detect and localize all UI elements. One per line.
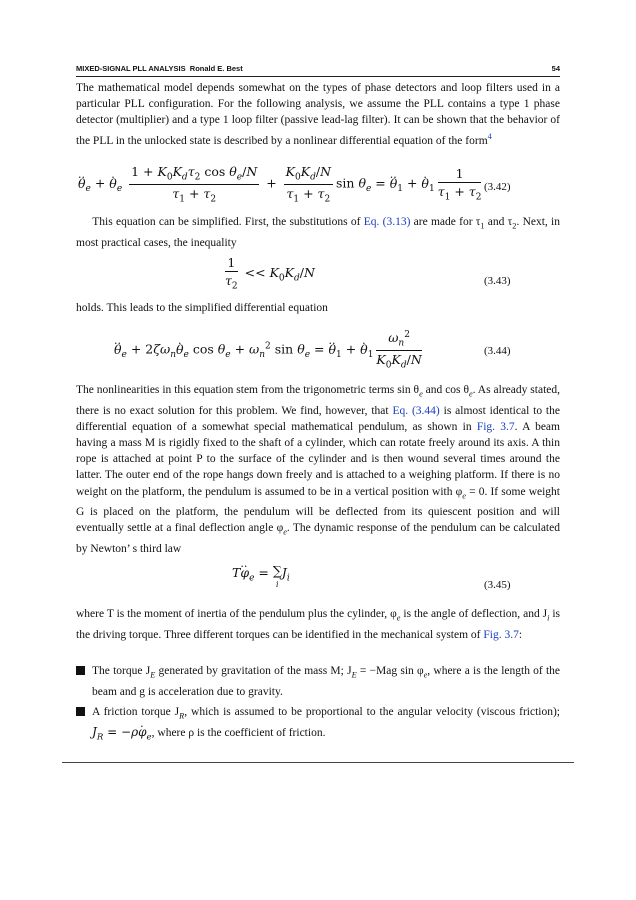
list-item: The torque $J_E$ generated by gravitation of the mass M; $J_E = -Mag$ $\sin \varphi_e$, where a is the length of the beam and g is acceleration due to gravity. bbox=[76, 663, 560, 700]
list-item: A friction torque $J_R$, which is assumed to be proportional to the angular velocity (viscous friction); $J_R = -\rho\varphi$ $._e$, where ρ is the coefficient of friction. bbox=[76, 704, 560, 746]
paragraph-pendulum-text-d: is almost identical to the differential equation of a somewhat special mathematical pendulum, as shown in bbox=[76, 404, 560, 433]
equation-number-3-42: (3.42) bbox=[484, 181, 511, 193]
equation-number-3-43: (3.43) bbox=[484, 275, 511, 287]
header-title-author bbox=[76, 64, 243, 73]
paragraph-pendulum-text-b: and cos θ bbox=[422, 384, 469, 396]
bullet-square-icon bbox=[76, 666, 85, 675]
paragraph-torques-text-d: : bbox=[518, 628, 523, 641]
bullet-2-text-b: , which is assumed to be proportional to the angular velocity (viscous friction); bbox=[184, 705, 560, 718]
equation-friction-torque: $J_R = -\rho\varphi$ $._e$ bbox=[92, 725, 152, 739]
equation-3-42: θ $.._e + \theta$ $._e$ $\frac{1 + K_0K_d\tau_2 \cos \theta_e/N}{\tau_1 + \tau_2}$ + $\frac{K_0K_d/N}{\tau_1 + \tau_2}$ $\sin \theta_e = \theta$ $.._1 + \theta$ $._1$ $\frac{1}{\tau_1 + \tau_2}$ bbox=[78, 164, 484, 204]
header-title: MIXED-SIGNAL PLL ANALYSIS bbox=[76, 64, 186, 73]
paragraph-pendulum-text-c: . As already stated, there is no exact solution for this problem. We find, however, that bbox=[76, 384, 560, 417]
link-eq-3-44[interactable]: Eq. (3.44) bbox=[392, 404, 440, 417]
torque-list bbox=[76, 663, 560, 750]
paragraph-torques: where T is the moment of inertia of the pendulum plus the cylinder, $\varphi_e$ is the angle of deflection, and $J_i$ is the driving torque. Three different torques can be identified in the mechanical system of Fig. 3.7: bbox=[76, 608, 561, 641]
paragraph-pendulum-text-f: = 0. If some weight G is placed on the platform, the pendulum will be deflected from its quiescent position and will eventually settle at a final deflection angle φ bbox=[76, 485, 560, 535]
paragraph-intro-text: The mathematical model depends somewhat on the types of phase detectors and loop filters used in a particular PLL configuration. For the following analysis, we assume the PLL contains a type 1 phase detector (multiplier) and a type 1 loop filter (passive lead-lag filter). It can be shown that the behavior of the PLL in the unlocked state is described by a nonlinear differential equation of the form bbox=[76, 82, 560, 147]
bullet-1-text-d: , where a is the length of the beam and g is acceleration due to gravity. bbox=[92, 665, 561, 698]
paragraph-simplify-text-a: This equation can be simplified. First, the substitutions of bbox=[92, 216, 364, 228]
link-eq-3-13[interactable]: Eq. (3.13) bbox=[363, 216, 411, 228]
equation-number-3-45: (3.45) bbox=[484, 579, 511, 591]
paragraph-holds bbox=[76, 300, 560, 316]
paragraph-pendulum-text-a: The nonlinearities in this equation stem from the trigonometric terms sin θ bbox=[76, 384, 420, 396]
bullet-1-text-c: = −Mag sin φ bbox=[356, 665, 424, 677]
paragraph-pendulum: The nonlinearities in this equation stem from the trigonometric terms $\sin \theta_e$ and $\cos \theta_e$. As already stated, there is no exact solution for this problem. We find, however, that Eq. (3.44) is almost identical to the differential equation of a somewhat special mathematical pendulum, as shown in Fig. 3.7. A beam having a mass M is rigidly fixed to the shaft of a cylinder, which can rotate freely around its axis. A thin rope is attached at point P to the surface of the cylinder and is then wound several times around the latter. The outer end of the rope hangs down freely and is attached to a weighing platform. If there is no weight on the platform, the pendulum is assumed to be in a vertical position with $\varphi_e = 0$. If some weight G is placed on the platform, the pendulum will be deflected from its quiescent position and will eventually settle at a final deflection angle $\varphi_e$. The dynamic response of the pendulum can be calculated by Newton’ s third law bbox=[76, 384, 560, 555]
bullet-1-text-a: The torque J bbox=[92, 665, 151, 677]
link-fig-3-7[interactable]: Fig. 3.7 bbox=[476, 420, 515, 433]
link-fig-3-7-second[interactable]: Fig. 3.7 bbox=[483, 628, 519, 641]
equation-3-45: Tφ $.._e$ = ∑ $iJ_i$ bbox=[232, 565, 290, 591]
header-rule bbox=[76, 76, 560, 77]
paragraph-torques-text-c: is the driving torque. Three different torques can be identified in the mechanical system of bbox=[76, 608, 561, 641]
bullet-2-text-a: A friction torque J bbox=[92, 705, 180, 718]
bullet-square-icon bbox=[76, 707, 85, 716]
paragraph-pendulum-text-e: . A beam having a mass M is rigidly fixed to the shaft of a cylinder, which can rotate freely around its axis. A thin rope is attached at point P to the surface of the cylinder and is then wound several times around the latter. The outer end of the rope hangs down freely and is attached to a weighing platform. If there is no weight on the platform, the pendulum is assumed to be in a vertical position with φ bbox=[76, 420, 560, 498]
paragraph-simplify-text-b: are made for τ bbox=[410, 216, 481, 228]
header-author: Ronald E. Best bbox=[189, 64, 243, 73]
page-number: 54 bbox=[551, 64, 560, 73]
equation-3-43: $\frac{1}{\tau_2}$ << $K_0K_d/N$ bbox=[225, 255, 315, 292]
paragraph-holds-text: holds. This leads to the simplified differential equation bbox=[76, 302, 328, 314]
equation-3-44: θ $.._e + 2\zeta\omega_n\theta$ $._e$ $\cos \theta_e + \omega_n^2$ $\sin \theta_e = \theta$ $.._1 + \theta$ $._1$ $\frac{\omega_n^2}{K_0K_d/N}$ bbox=[114, 330, 425, 370]
paragraph-simplify: This equation can be simplified. First, the substitutions of Eq. (3.13) are made for $\tau_1$ and $\tau_2$. Next, in most practical cases, the inequality bbox=[76, 216, 560, 249]
bullet-2-text-c: , where ρ is the coefficient of friction. bbox=[151, 727, 326, 740]
paragraph-simplify-text-d: . Next, in most practical cases, the inequality bbox=[76, 216, 560, 249]
footnote-ref-4[interactable]: 4 bbox=[487, 131, 492, 141]
running-header bbox=[76, 62, 560, 76]
equation-number-3-44: (3.44) bbox=[484, 345, 511, 357]
paragraph-torques-text-a: where T is the moment of inertia of the pendulum plus the cylinder, φ bbox=[76, 608, 397, 620]
footer-rule bbox=[62, 762, 574, 763]
bullet-1-text-b: generated by gravitation of the mass M; J bbox=[155, 665, 352, 677]
paragraph-simplify-text-c: and τ bbox=[484, 216, 513, 228]
paragraph-torques-text-b: is the angle of deflection, and J bbox=[400, 608, 548, 620]
paragraph-pendulum-text-g: . The dynamic response of the pendulum can be calculated by Newton’ s third law bbox=[76, 522, 560, 555]
paragraph-intro bbox=[76, 80, 560, 149]
